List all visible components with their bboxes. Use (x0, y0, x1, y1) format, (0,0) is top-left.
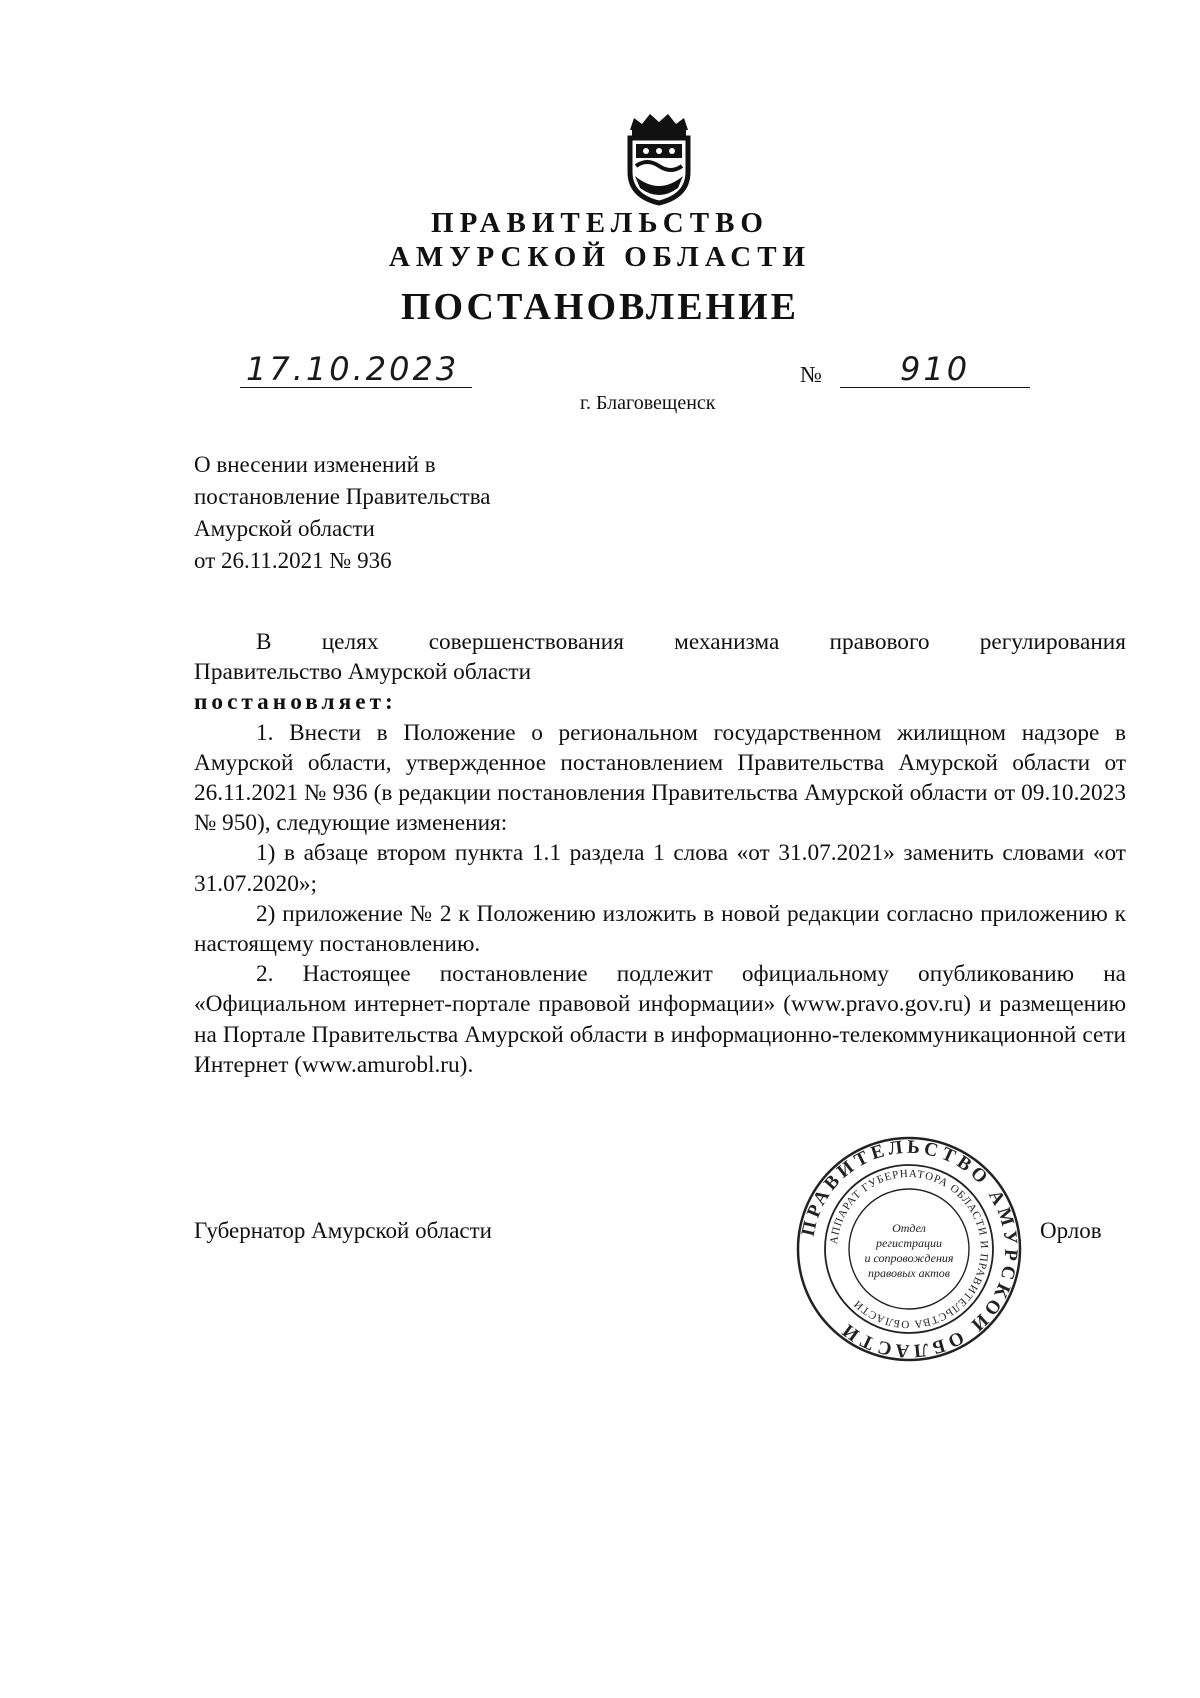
document-subject (194, 449, 491, 577)
svg-text:регистрации: регистрации (876, 1236, 942, 1250)
svg-text:Отдел: Отдел (892, 1221, 926, 1235)
subject-line: постановление Правительства (194, 484, 491, 509)
subject-line: Амурской области (194, 516, 375, 541)
org-name-line2: АМУРСКОЙ ОБЛАСТИ (388, 241, 812, 273)
item-2: 2. Настоящее постановление подлежит официальному опубликованию на «Официальном интернет-портале правовой информации» (www.pravo.gov.ru) и размещению на Портале Правительства Амурской области в информационно-телекоммуникационной сети Интернет (www.amurobl.ru). (194, 961, 1126, 1078)
handwritten-number: 910 (900, 350, 971, 388)
svg-text:правовых актов: правовых актов (867, 1266, 951, 1280)
item-1-2: 2) приложение № 2 к Положению изложить в новой редакции согласно приложению к настоящему постановлению. (194, 900, 1126, 958)
subject-line: от 26.11.2021 № 936 (194, 548, 392, 573)
preamble-line1: В целях совершенствования механизма правового регулирования (256, 629, 1126, 655)
resolves-word: постановляет: (194, 689, 397, 716)
date-underline (240, 387, 472, 388)
signatory-position: Губернатор Амурской области (194, 1218, 492, 1243)
svg-text:ПРАВИТЕЛЬСТВО АМУРСКОЙ ОБЛАСТИ: ПРАВИТЕЛЬСТВО АМУРСКОЙ ОБЛАСТИ (797, 1136, 1022, 1362)
city: г. Благовещенск (580, 392, 716, 414)
org-name-line1: ПРАВИТЕЛЬСТВО (431, 207, 769, 239)
document-type: ПОСТАНОВЛЕНИЕ (400, 286, 800, 328)
svg-text:и сопровождения: и сопровождения (864, 1251, 954, 1265)
svg-text:АППАРАТ ГУБЕРНАТОРА ОБЛАСТИ И: АППАРАТ ГУБЕРНАТОРА ОБЛАСТИ И ПРАВИТЕЛЬСТВА ОБЛАСТИ (828, 1167, 991, 1331)
number-underline (840, 387, 1030, 388)
signatory-name: Орлов (1040, 1218, 1102, 1243)
subject-line: О внесении изменений в (194, 452, 436, 477)
handwritten-date: 17.10.2023 (246, 350, 460, 388)
item-1-1: 1) в абзаце втором пункта 1.1 раздела 1 слова «от 31.07.2021» заменить словами «от 31.07.2020»; (194, 840, 1126, 897)
item-1: 1. Внести в Положение о региональном государственном жилищном надзоре в Амурской области, утвержденное постановлением Правительства Амурской области от 26.11.2021 № 936 (в редакции постановления Правительства Амурской области от 09.10.2023 № 950), следующие изменения: (194, 719, 1126, 837)
document-body (194, 627, 1126, 1080)
number-sign: № (800, 362, 822, 387)
coat-of-arms-icon (620, 108, 698, 206)
official-seal-stamp (795, 1135, 1023, 1363)
preamble-line2: Правительство Амурской области (194, 659, 532, 686)
